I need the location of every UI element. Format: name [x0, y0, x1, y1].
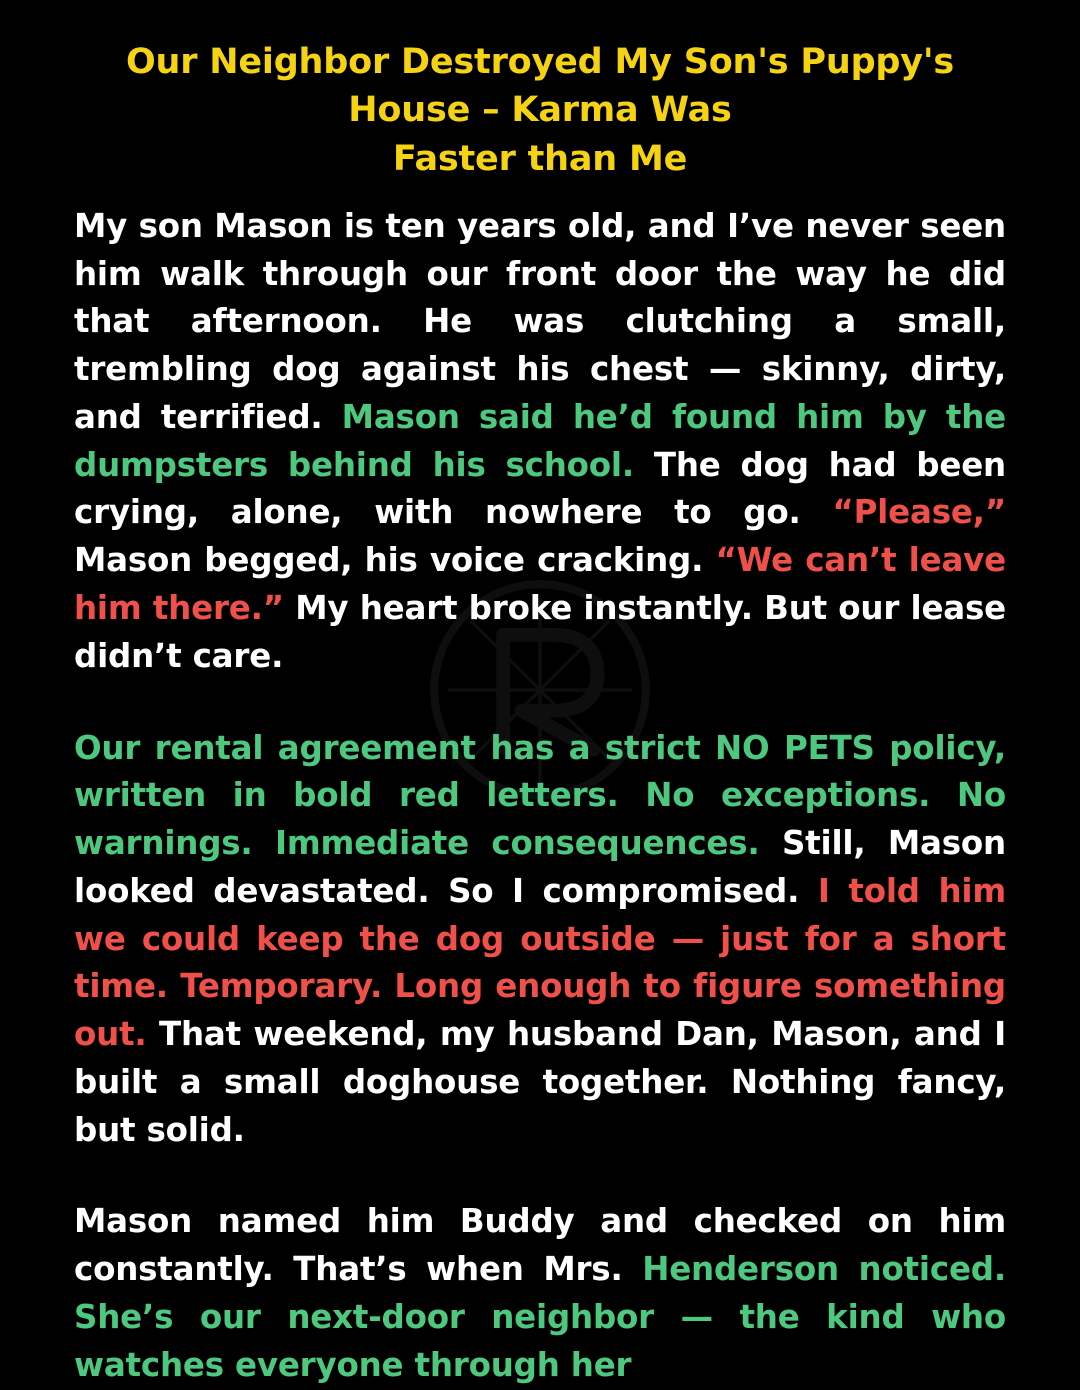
page-title	[74, 38, 1006, 183]
title-line-1: Our Neighbor Destroyed My Son's Puppy's	[125, 42, 955, 82]
text-run-highlight-red: “Please,”	[832, 493, 1006, 532]
text-run: Mason begged, his voice cracking.	[74, 541, 716, 580]
paragraph-3	[74, 1198, 1006, 1389]
paragraph-2	[74, 725, 1006, 1155]
text-run: My heart broke instantly. But our lease didn’t care.	[74, 589, 1007, 675]
paragraph-1	[74, 203, 1006, 681]
text-run-highlight-green: Henderson noticed. She’s our next-door neighbor — the kind who watches everyone through her	[74, 1250, 1006, 1384]
article-body	[74, 203, 1006, 1390]
text-run: Still, Mason looked devastated. So I compromised.	[74, 824, 1006, 910]
title-line-2: House – Karma Was	[348, 90, 732, 131]
text-run: That weekend, my husband Dan, Mason, and I built a small doghouse together. Nothing fancy, but solid.	[74, 1015, 1006, 1149]
text-run: My son Mason is ten years old, and I’ve never seen him walk through our front door the way he did that afternoon. He was clutching a small, trembling dog against his chest — skinny, dirty, and terrified.	[74, 206, 1006, 436]
text-run-highlight-red: I told him we could keep the dog outside — just for a short time. Temporary. Long enough to figure something out.	[74, 871, 1006, 1054]
text-run-highlight-green: Mason said he’d found him by the dumpsters behind his school.	[74, 397, 1007, 484]
title-line-3: Faster than Me	[392, 138, 688, 179]
text-run: Mason named him Buddy and checked on him constantly. That’s when Mrs.	[74, 1202, 1006, 1289]
text-run-highlight-green: Our rental agreement has a strict NO PETS policy, written in bold red letters. No exceptions. No warnings. Immediate consequences.	[74, 728, 1006, 863]
text-run: The dog had been crying, alone, with nowhere to go.	[74, 445, 1006, 532]
text-run-highlight-red: “We can’t leave him there.”	[74, 541, 1007, 628]
